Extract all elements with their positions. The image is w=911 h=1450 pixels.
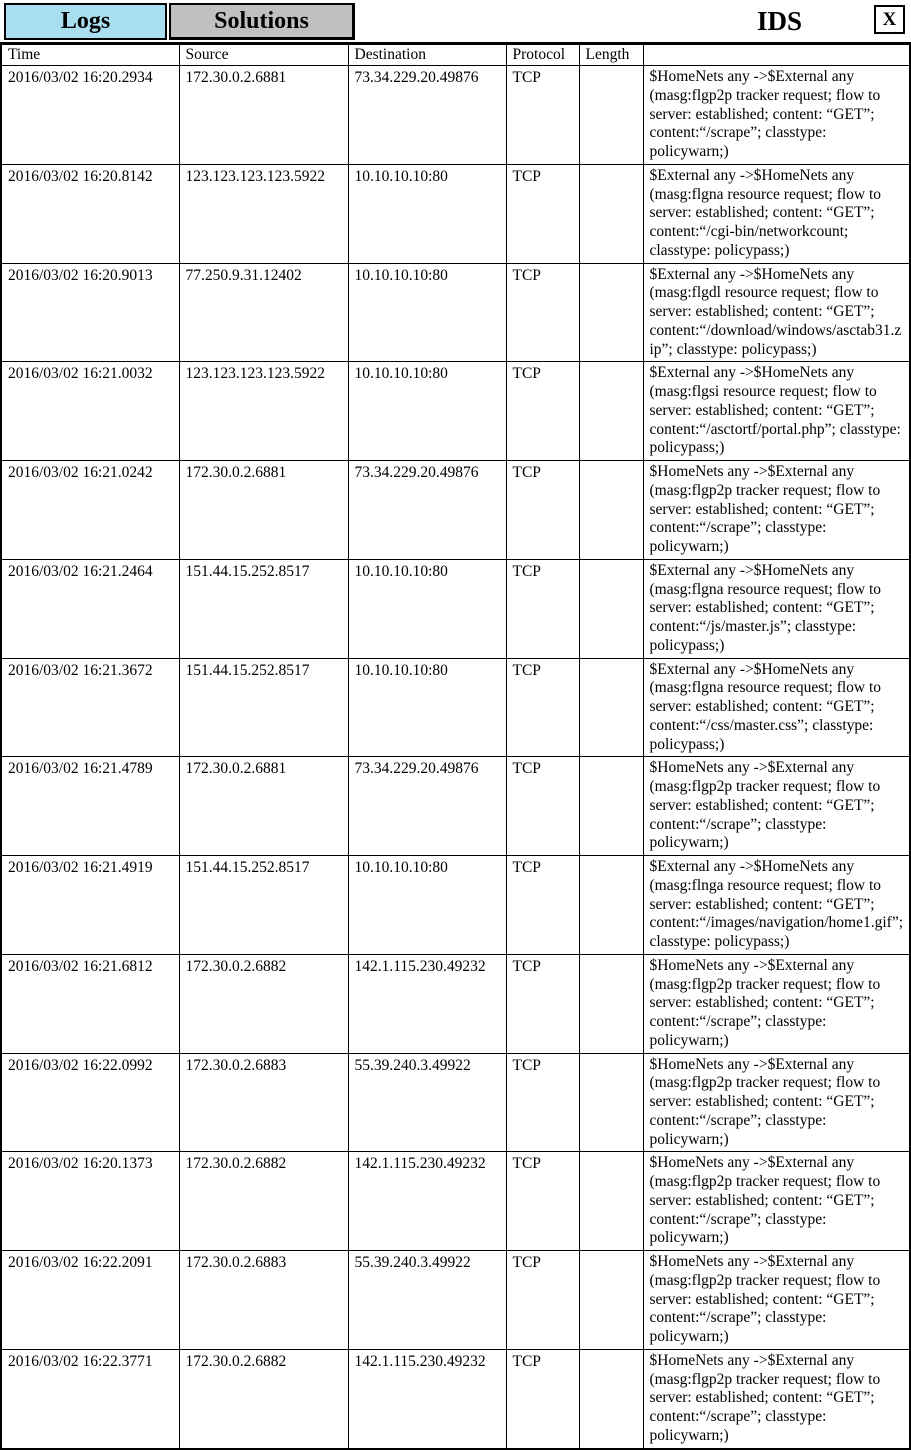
log-protocol-cell: TCP <box>506 1251 579 1350</box>
log-protocol-cell: TCP <box>506 164 579 263</box>
log-rule-cell: $External any ->$HomeNets any (masg:flgdl resource request; flow to server: established; content: “GET”; content:“/download/windows/asctab31.zip”; classtype: policypass;) <box>643 263 910 362</box>
log-source-cell: 77.250.9.31.12402 <box>179 263 348 362</box>
log-length-cell <box>579 164 643 263</box>
log-rule-cell: $HomeNets any ->$External any (masg:flgp2p tracker request; flow to server: established; content: “GET”; content:“/scrape”; classtype: policywarn;) <box>643 461 910 560</box>
log-row[interactable] <box>1 66 910 165</box>
log-row[interactable] <box>1 856 910 955</box>
log-protocol-cell: TCP <box>506 757 579 856</box>
log-rule-cell: $HomeNets any ->$External any (masg:flgp2p tracker request; flow to server: established; content: “GET”; content:“/scrape”; classtype: policywarn;) <box>643 757 910 856</box>
log-length-cell <box>579 658 643 757</box>
log-time-cell: 2016/03/02 16:21.2464 <box>1 559 179 658</box>
column-header-time: Time <box>1 44 179 66</box>
log-source-cell: 172.30.0.2.6883 <box>179 1251 348 1350</box>
log-length-cell <box>579 1251 643 1350</box>
column-header-length: Length <box>579 44 643 66</box>
log-time-cell: 2016/03/02 16:22.2091 <box>1 1251 179 1350</box>
top-bar <box>0 0 911 42</box>
log-protocol-cell: TCP <box>506 954 579 1053</box>
log-protocol-cell: TCP <box>506 856 579 955</box>
log-rule-cell: $External any ->$HomeNets any (masg:flgna resource request; flow to server: established; content: “GET”; content:“/js/master.js”; classtype: policypass;) <box>643 559 910 658</box>
log-destination-cell: 10.10.10.10:80 <box>348 164 506 263</box>
log-time-cell: 2016/03/02 16:20.1373 <box>1 1152 179 1251</box>
log-row[interactable] <box>1 362 910 461</box>
log-source-cell: 151.44.15.252.8517 <box>179 658 348 757</box>
log-protocol-cell: TCP <box>506 1349 579 1448</box>
log-time-cell: 2016/03/02 16:21.6812 <box>1 954 179 1053</box>
log-time-cell: 2016/03/02 16:20.8142 <box>1 164 179 263</box>
log-length-cell <box>579 461 643 560</box>
log-rule-cell: $External any ->$HomeNets any (masg:flnga resource request; flow to server: established; content: “GET”; content:“/images/navigation/home1.gif”; classtype: policypass;) <box>643 856 910 955</box>
log-table <box>0 42 911 1450</box>
log-rule-cell: $External any ->$HomeNets any (masg:flgna resource request; flow to server: established; content: “GET”; content:“/cgi-bin/networkcount; classtype: policypass;) <box>643 164 910 263</box>
log-row[interactable] <box>1 658 910 757</box>
log-rule-cell: $External any ->$HomeNets any (masg:flgna resource request; flow to server: established; content: “GET”; content:“/css/master.css”; classtype: policypass;) <box>643 658 910 757</box>
log-time-cell: 2016/03/02 16:22.3771 <box>1 1349 179 1448</box>
log-destination-cell: 10.10.10.10:80 <box>348 362 506 461</box>
column-header-protocol: Protocol <box>506 44 579 66</box>
log-length-cell <box>579 263 643 362</box>
tab-solutions[interactable]: Solutions <box>169 3 355 40</box>
log-row[interactable] <box>1 461 910 560</box>
log-source-cell: 123.123.123.123.5922 <box>179 362 348 461</box>
log-row[interactable] <box>1 1251 910 1350</box>
log-destination-cell: 10.10.10.10:80 <box>348 263 506 362</box>
column-header-destination: Destination <box>348 44 506 66</box>
log-row[interactable] <box>1 164 910 263</box>
log-rule-cell: $HomeNets any ->$External any (masg:flgp2p tracker request; flow to server: established; content: “GET”; content:“/scrape”; classtype: policywarn;) <box>643 66 910 165</box>
log-destination-cell: 142.1.115.230.49232 <box>348 954 506 1053</box>
log-rule-cell: $HomeNets any ->$External any (masg:flgp2p tracker request; flow to server: established; content: “GET”; content:“/scrape”; classtype: policywarn;) <box>643 1152 910 1251</box>
log-protocol-cell: TCP <box>506 263 579 362</box>
log-protocol-cell: TCP <box>506 362 579 461</box>
log-source-cell: 172.30.0.2.6883 <box>179 1053 348 1152</box>
log-rule-cell: $External any ->$HomeNets any (masg:flgsi resource request; flow to server: established; content: “GET”; content:“/asctortf/portal.php”; classtype: policypass;) <box>643 362 910 461</box>
log-destination-cell: 55.39.240.3.49922 <box>348 1053 506 1152</box>
log-rule-cell: $HomeNets any ->$External any (masg:flgp2p tracker request; flow to server: established; content: “GET”; content:“/scrape”; classtype: policywarn;) <box>643 954 910 1053</box>
log-rule-cell: $HomeNets any ->$External any (masg:flgp2p tracker request; flow to server: established; content: “GET”; content:“/scrape”; classtype: policywarn;) <box>643 1251 910 1350</box>
log-source-cell: 172.30.0.2.6881 <box>179 757 348 856</box>
log-rule-cell: $HomeNets any ->$External any (masg:flgp2p tracker request; flow to server: established; content: “GET”; content:“/scrape”; classtype: policywarn;) <box>643 1053 910 1152</box>
log-length-cell <box>579 1053 643 1152</box>
column-header-rule <box>643 44 910 66</box>
log-protocol-cell: TCP <box>506 1053 579 1152</box>
log-row[interactable] <box>1 263 910 362</box>
log-rule-cell: $HomeNets any ->$External any (masg:flgp2p tracker request; flow to server: established; content: “GET”; content:“/scrape”; classtype: policywarn;) <box>643 1349 910 1448</box>
log-row[interactable] <box>1 1349 910 1448</box>
log-destination-cell: 142.1.115.230.49232 <box>348 1152 506 1251</box>
tab-logs[interactable]: Logs <box>4 3 167 40</box>
log-length-cell <box>579 362 643 461</box>
log-length-cell <box>579 66 643 165</box>
log-destination-cell: 10.10.10.10:80 <box>348 658 506 757</box>
log-time-cell: 2016/03/02 16:21.4919 <box>1 856 179 955</box>
log-source-cell: 123.123.123.123.5922 <box>179 164 348 263</box>
log-destination-cell: 10.10.10.10:80 <box>348 856 506 955</box>
log-time-cell: 2016/03/02 16:21.0242 <box>1 461 179 560</box>
page-title: IDS <box>756 6 802 36</box>
log-row[interactable] <box>1 1053 910 1152</box>
log-row[interactable] <box>1 954 910 1053</box>
log-table-header <box>1 44 910 66</box>
header-row <box>1 44 910 66</box>
log-source-cell: 151.44.15.252.8517 <box>179 559 348 658</box>
log-row[interactable] <box>1 559 910 658</box>
log-destination-cell: 73.34.229.20.49876 <box>348 66 506 165</box>
log-source-cell: 172.30.0.2.6882 <box>179 1349 348 1448</box>
log-destination-cell: 73.34.229.20.49876 <box>348 757 506 856</box>
log-destination-cell: 10.10.10.10:80 <box>348 559 506 658</box>
log-length-cell <box>579 1349 643 1448</box>
column-header-source: Source <box>179 44 348 66</box>
log-protocol-cell: TCP <box>506 461 579 560</box>
log-row[interactable] <box>1 757 910 856</box>
log-destination-cell: 73.34.229.20.49876 <box>348 461 506 560</box>
log-time-cell: 2016/03/02 16:20.2934 <box>1 66 179 165</box>
log-length-cell <box>579 856 643 955</box>
log-destination-cell: 142.1.115.230.49232 <box>348 1349 506 1448</box>
log-source-cell: 172.30.0.2.6882 <box>179 954 348 1053</box>
log-source-cell: 172.30.0.2.6881 <box>179 66 348 165</box>
log-protocol-cell: TCP <box>506 658 579 757</box>
log-protocol-cell: TCP <box>506 66 579 165</box>
log-table-body <box>1 66 910 1449</box>
log-length-cell <box>579 1152 643 1251</box>
log-time-cell: 2016/03/02 16:20.9013 <box>1 263 179 362</box>
log-source-cell: 172.30.0.2.6882 <box>179 1152 348 1251</box>
log-length-cell <box>579 559 643 658</box>
log-length-cell <box>579 757 643 856</box>
log-source-cell: 172.30.0.2.6881 <box>179 461 348 560</box>
log-time-cell: 2016/03/02 16:21.3672 <box>1 658 179 757</box>
log-time-cell: 2016/03/02 16:22.0992 <box>1 1053 179 1152</box>
log-length-cell <box>579 954 643 1053</box>
log-source-cell: 151.44.15.252.8517 <box>179 856 348 955</box>
log-time-cell: 2016/03/02 16:21.4789 <box>1 757 179 856</box>
close-button[interactable]: X <box>874 5 905 34</box>
log-row[interactable] <box>1 1152 910 1251</box>
log-protocol-cell: TCP <box>506 559 579 658</box>
log-destination-cell: 55.39.240.3.49922 <box>348 1251 506 1350</box>
log-time-cell: 2016/03/02 16:21.0032 <box>1 362 179 461</box>
log-protocol-cell: TCP <box>506 1152 579 1251</box>
